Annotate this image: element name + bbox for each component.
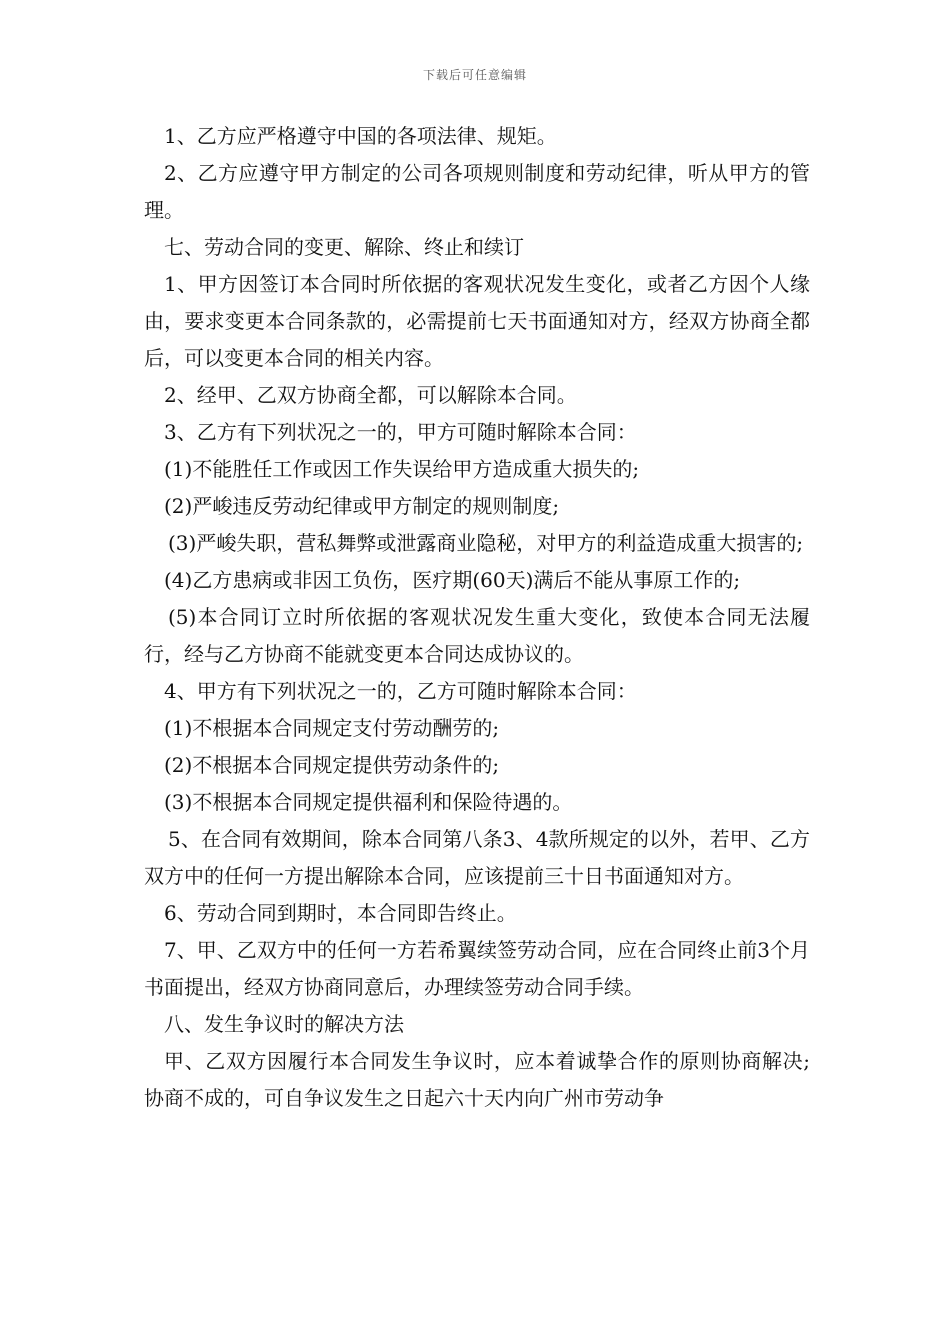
list-item-5: (5)本合同订立时所依据的客观状况发生重大变化，致使本合同无法履行，经与乙方协商不能就变更本合同达成协议的。 xyxy=(144,605,810,666)
paragraph-4: 1、甲方因签订本合同时所依据的客观状况发生变化，或者乙方因个人缘由，要求变更本合同条款的，必需提前七天书面通知对方，经双方协商全都后，可以变更本合同的相关内容。 xyxy=(144,272,810,370)
paragraph-18: 7、甲、乙双方中的任何一方若希翼续签劳动合同，应在合同终止前3个月书面提出，经双方协商同意后，办理续签劳动合同手续。 xyxy=(144,938,810,999)
paragraph-6: 3、乙方有下列状况之一的，甲方可随时解除本合同： xyxy=(164,420,637,444)
list-item-6: (1)不根据本合同规定支付劳动酬劳的; xyxy=(164,716,500,740)
list-item-2: (2)严峻违反劳动纪律或甲方制定的规则制度; xyxy=(164,494,560,518)
list-item-1: (1)不能胜任工作或因工作失误给甲方造成重大损失的; xyxy=(164,457,640,481)
list-item-3: (3)严峻失职，营私舞弊或泄露商业隐秘，对甲方的利益造成重大损害的; xyxy=(168,531,804,555)
paragraph-20: 甲、乙双方因履行本合同发生争议时，应本着诚挚合作的原则协商解决;协商不成的，可自争议发生之日起六十天内向广州市劳动争 xyxy=(144,1049,810,1110)
page-header: 下载后可任意编辑 xyxy=(422,68,527,82)
list-item-4: (4)乙方患病或非因工负伤，医疗期(60天)满后不能从事原工作的; xyxy=(164,568,741,592)
paragraph-1: 1、乙方应严格遵守中国的各项法律、规矩。 xyxy=(164,124,557,148)
paragraph-17: 6、劳动合同到期时，本合同即告终止。 xyxy=(164,901,517,925)
section-heading-7: 七、劳动合同的变更、解除、终止和续订 xyxy=(164,235,524,259)
list-item-8: (3)不根据本合同规定提供福利和保险待遇的。 xyxy=(164,790,573,814)
list-item-7: (2)不根据本合同规定提供劳动条件的; xyxy=(164,753,500,777)
document-body xyxy=(144,118,810,1117)
paragraph-2: 2、乙方应遵守甲方制定的公司各项规则制度和劳动纪律，听从甲方的管理。 xyxy=(144,161,810,222)
paragraph-12: 4、甲方有下列状况之一的，乙方可随时解除本合同： xyxy=(164,679,637,703)
paragraph-16: 5、在合同有效期间，除本合同第八条3、4款所规定的以外，若甲、乙方双方中的任何一方提出解除本合同，应该提前三十日书面通知对方。 xyxy=(144,827,810,888)
paragraph-5: 2、经甲、乙双方协商全都，可以解除本合同。 xyxy=(164,383,577,407)
section-heading-8: 八、发生争议时的解决方法 xyxy=(164,1012,404,1036)
